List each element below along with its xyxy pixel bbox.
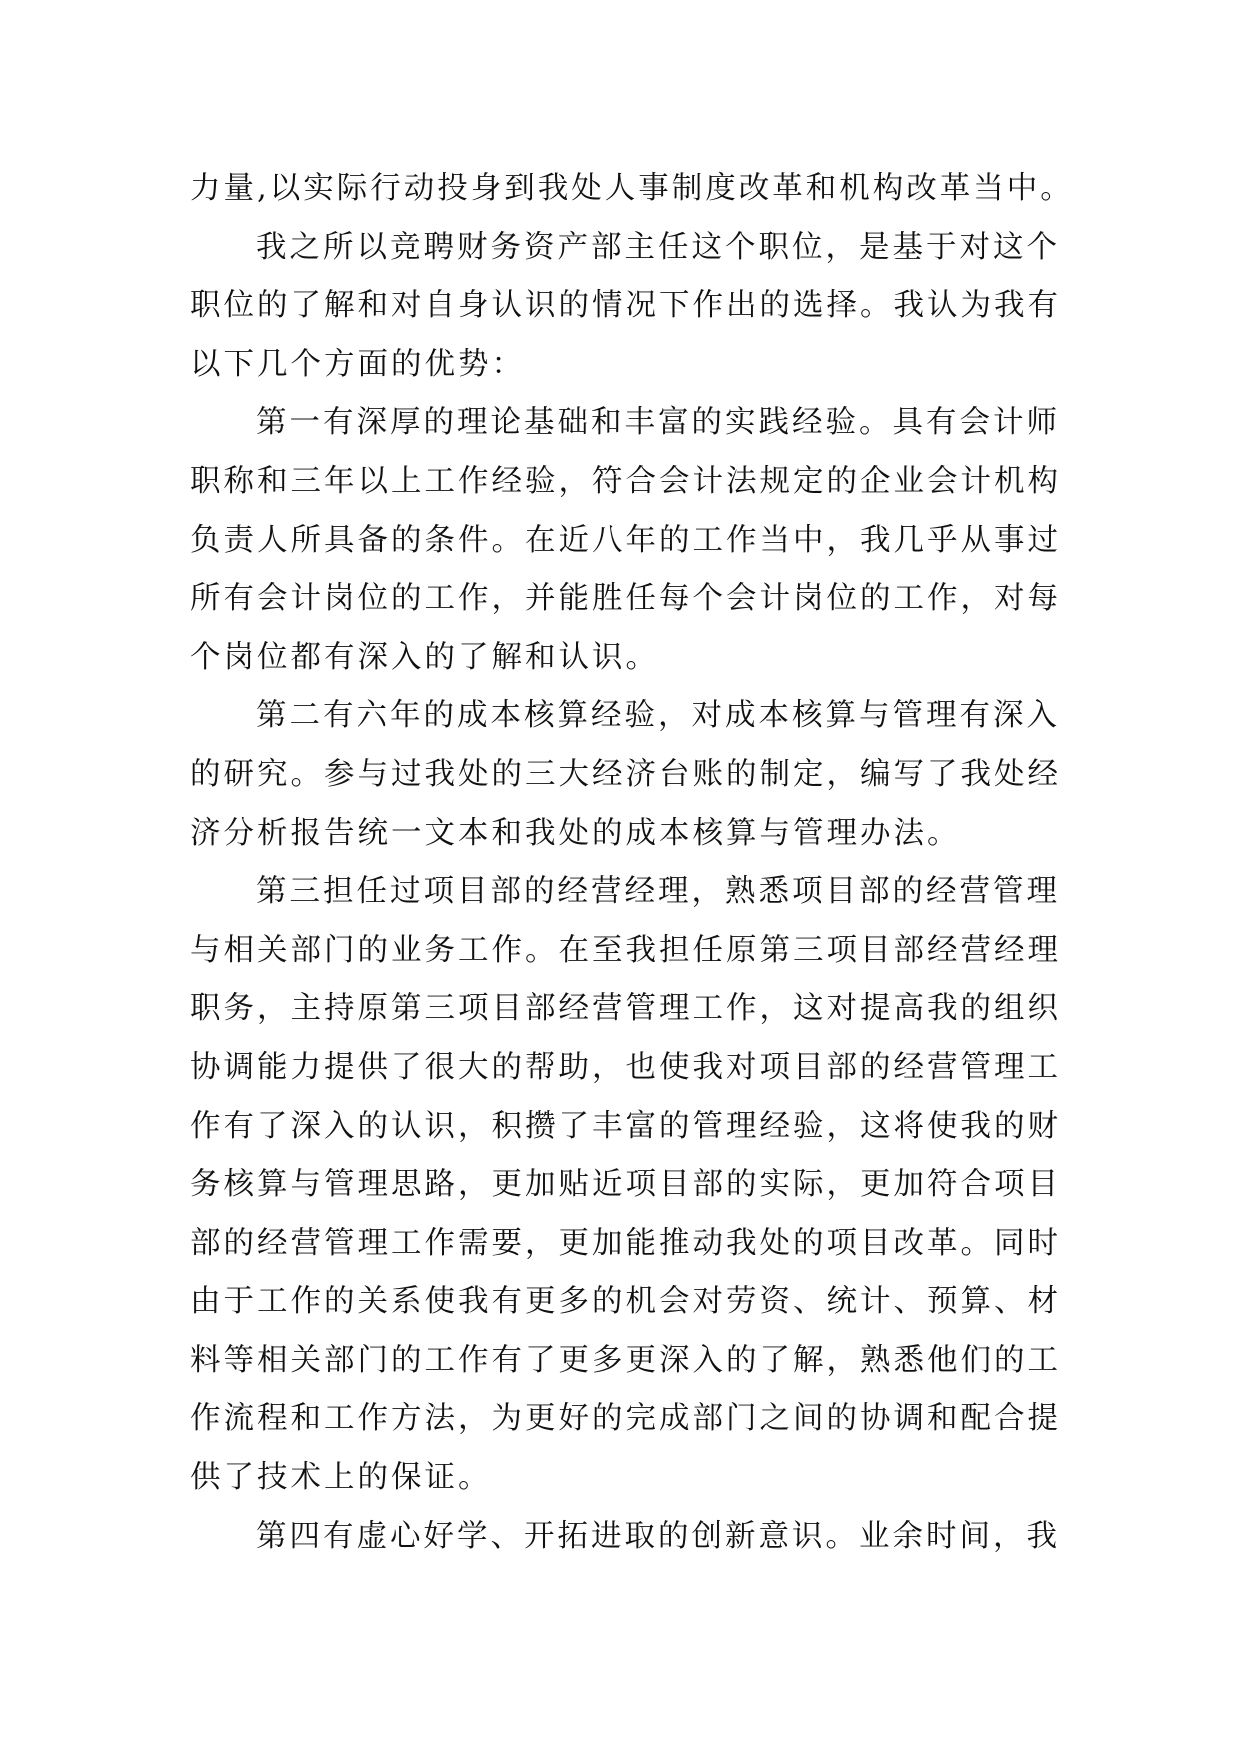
text-line: 职位的了解和对自身认识的情况下作出的选择。我认为我有 [190, 288, 1061, 324]
text-line: 个岗位都有深入的了解和认识。 [190, 639, 659, 675]
text-line: 作有了深入的认识，积攒了丰富的管理经验，这将使我的财 [190, 1108, 1061, 1144]
text-line: 负责人所具备的条件。在近八年的工作当中，我几乎从事过 [190, 522, 1061, 558]
text-line: 供了技术上的保证。 [190, 1460, 492, 1496]
text-line: 职称和三年以上工作经验，符合会计法规定的企业会计机构 [190, 463, 1061, 499]
text-line: 以下几个方面的优势： [190, 346, 525, 382]
text-line: 第一有深厚的理论基础和丰富的实践经验。具有会计师 [256, 405, 1060, 441]
text-line: 第二有六年的成本核算经验，对成本核算与管理有深入 [256, 698, 1060, 734]
document-body [190, 160, 1090, 1566]
text-line: 第三担任过项目部的经营经理，熟悉项目部的经营管理 [256, 874, 1060, 910]
text-line: 务核算与管理思路，更加贴近项目部的实际，更加符合项目 [190, 1167, 1061, 1203]
text-line: 我之所以竞聘财务资产部主任这个职位，是基于对这个 [256, 229, 1060, 265]
text-line: 所有会计岗位的工作，并能胜任每个会计岗位的工作，对每 [190, 581, 1061, 617]
text-line: 济分析报告统一文本和我处的成本核算与管理办法。 [190, 815, 961, 851]
text-line: 与相关部门的业务工作。在至我担任原第三项目部经营经理 [190, 932, 1061, 968]
text-line: 力量,以实际行动投身到我处人事制度改革和机构改革当中。 [190, 171, 1074, 206]
text-line: 职务，主持原第三项目部经营管理工作，这对提高我的组织 [190, 991, 1061, 1027]
text-line: 料等相关部门的工作有了更多更深入的了解，熟悉他们的工 [190, 1342, 1061, 1378]
text-line: 协调能力提供了很大的帮助，也使我对项目部的经营管理工 [190, 1049, 1061, 1085]
text-line: 的研究。参与过我处的三大经济台账的制定，编写了我处经 [190, 756, 1061, 792]
text-line: 由于工作的关系使我有更多的机会对劳资、统计、预算、材 [190, 1284, 1061, 1320]
text-line: 第四有虚心好学、开拓进取的创新意识。业余时间，我 [256, 1518, 1060, 1554]
text-line: 部的经营管理工作需要，更加能推动我处的项目改革。同时 [190, 1225, 1061, 1261]
text-line: 作流程和工作方法，为更好的完成部门之间的协调和配合提 [190, 1401, 1061, 1437]
